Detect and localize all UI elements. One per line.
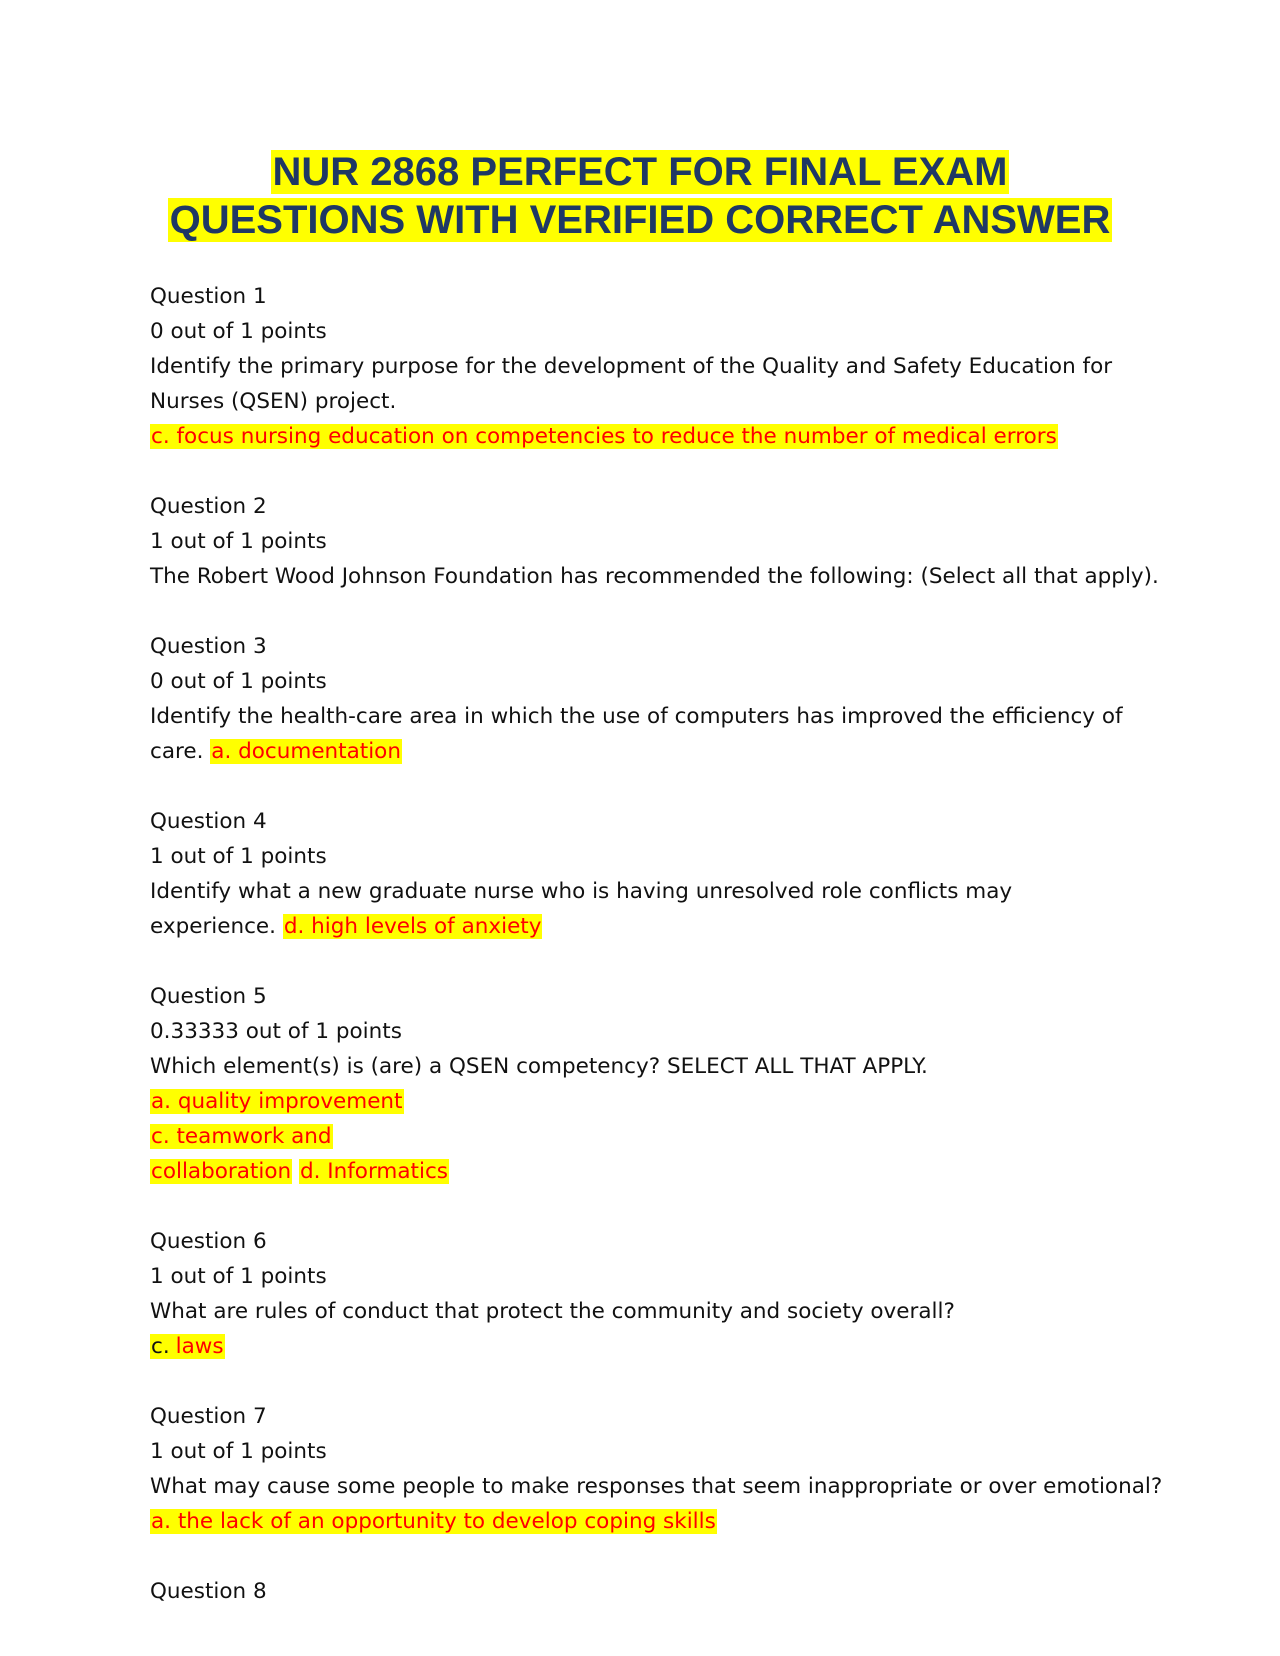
question-answer: d. high levels of anxiety [283,914,542,939]
question-answer: laws [170,1334,225,1359]
question-label: Question 4 [150,809,267,834]
question-block [150,1399,1163,1539]
question-points: 0.33333 out of 1 points [150,1019,402,1044]
question-label: Question 2 [150,494,267,519]
question-block [150,804,1150,944]
question-label: Question 5 [150,984,267,1009]
question-block [150,489,1159,594]
title-line-1: NUR 2868 PERFECT FOR FINAL EXAM [272,150,1008,194]
question-label: Question 3 [150,634,267,659]
question-answer-c: c. teamwork and [151,1124,332,1149]
question-text: What may cause some people to make responses that seem inappropriate or over emotional? [150,1474,1163,1499]
question-points: 0 out of 1 points [150,669,327,694]
question-block [150,629,1150,769]
question-text: Which element(s) is (are) a QSEN competency? SELECT ALL THAT APPLY. [150,1054,928,1079]
question-label: Question 6 [150,1229,267,1254]
question-block [150,1574,1150,1609]
question-text: What are rules of conduct that protect the community and society overall? [150,1299,955,1324]
question-block [150,1224,1150,1364]
question-answer: c. focus nursing education on competencies to reduce the number of medical errors [151,424,1057,449]
question-text-continued: care. [150,739,204,764]
question-points: 0 out of 1 points [150,319,327,344]
question-block [150,979,1150,1189]
question-answer-prefix: c. [151,1334,170,1359]
title-line-2: QUESTIONS WITH VERIFIED CORRECT ANSWER [169,198,1111,242]
question-text-continued: experience. [150,914,276,939]
question-answer: a. the lack of an opportunity to develop coping skills [151,1509,716,1534]
question-label: Question 7 [150,1404,267,1429]
question-text: Identify the primary purpose for the development of the Quality and Safety Education for [150,354,1113,379]
question-text: Identify the health-care area in which the use of computers has improved the efficiency of [150,704,1123,729]
document-title [0,148,1280,244]
question-points: 1 out of 1 points [150,1439,327,1464]
question-text: The Robert Wood Johnson Foundation has recommended the following: (Select all that apply). [150,564,1159,589]
question-text-continued: Nurses (QSEN) project. [150,389,397,414]
question-block [150,279,1150,454]
question-points: 1 out of 1 points [150,1264,327,1289]
question-answer-d: d. Informatics [299,1159,448,1184]
question-points: 1 out of 1 points [150,529,327,554]
question-list [150,279,1163,1609]
question-label: Question 8 [150,1579,267,1604]
question-points: 1 out of 1 points [150,844,327,869]
question-answer: a. documentation [211,739,401,764]
question-text: Identify what a new graduate nurse who is having unresolved role conflicts may [150,879,1013,904]
question-label: Question 1 [150,284,267,309]
question-answer-a: a. quality improvement [151,1089,403,1114]
question-answer-c-continued: collaboration [151,1159,292,1184]
